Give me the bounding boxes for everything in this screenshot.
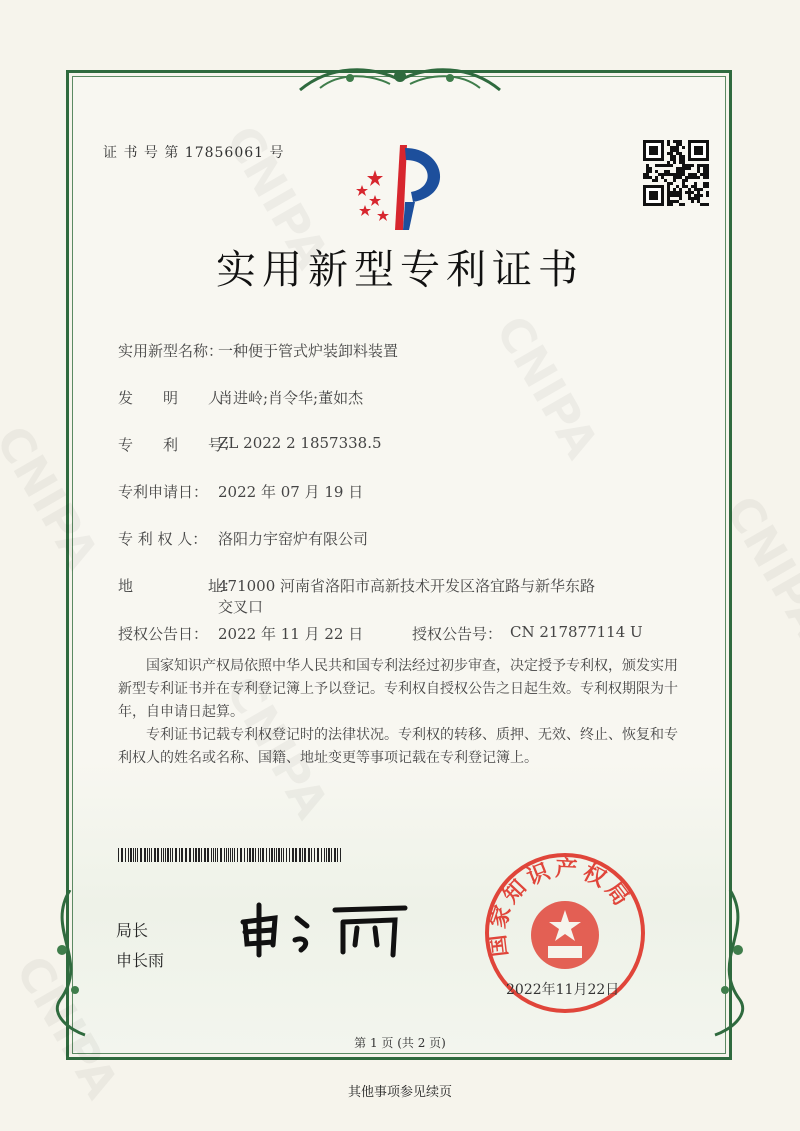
field-value-name: 一种便于管式炉装卸料装置: [218, 342, 399, 360]
svg-text:国家知识产权局: 国家知识产权局: [485, 856, 636, 959]
page-number: 第 1 页 (共 2 页): [354, 1036, 446, 1050]
seal-date: 2022年11月22日: [506, 982, 620, 998]
field-label-grant-date: 授权公告日：: [118, 625, 209, 643]
paragraph: 专利证书记载专利权登记时的法律状况。专利权的转移、质押、无效、终止、恢复和专利权人的姓名或名称、国籍、地址变更等事项记载在专利登记簿上。: [118, 727, 678, 766]
paragraph: 国家知识产权局依照中华人民共和国专利法经过初步审查，决定授予专利权，颁发实用新型专利证书并在专利登记簿上予以登记。专利权自授权公告之日起生效。专利权期限为十年，自申请日起算。: [118, 658, 678, 720]
continued-note: 其他事项参见续页: [347, 1085, 452, 1100]
field-label-announcement-number: 授权公告号：: [412, 625, 503, 643]
field-value-patent-number: ZL 2022 2 1857338.5: [218, 434, 382, 452]
corner-ornament-right: [700, 890, 760, 1040]
field-value-inventors: 肖进岭;肖令华;董如杰: [218, 389, 364, 407]
field-label-patent-number: 专 利 号：: [118, 436, 239, 454]
cnipa-logo: [345, 140, 455, 235]
signatory-name: 申长雨: [116, 951, 165, 970]
signatory-title: 局长: [116, 921, 149, 940]
certificate-number: 证 书 号 第 17856061 号: [103, 145, 285, 161]
field-value-grant-date: 2022 年 11 月 22 日: [218, 625, 364, 643]
top-ornament: [290, 60, 510, 100]
field-value-application-date: 2022 年 07 月 19 日: [218, 483, 364, 501]
barcode: [118, 848, 343, 862]
signature: [235, 900, 415, 960]
field-value-address-line2: 交叉口: [218, 598, 264, 616]
field-label-name: 实用新型名称：: [118, 342, 224, 360]
field-value-patentee: 洛阳力宇窑炉有限公司: [218, 530, 369, 548]
field-value-address: 471000 河南省洛阳市高新技术开发区洛宜路与新华东路: [218, 577, 596, 595]
field-label-inventors: 发 明 人：: [118, 389, 239, 407]
field-label-patentee: 专 利 权 人：: [118, 530, 208, 548]
field-value-announcement-number: CN 217877114 U: [510, 623, 643, 641]
field-label-application-date: 专利申请日：: [118, 483, 209, 501]
field-label-address: 地 址：: [118, 577, 239, 595]
corner-ornament-left: [40, 890, 100, 1040]
certificate-title: 实用新型专利证书: [216, 247, 584, 293]
qr-code: [643, 140, 709, 206]
